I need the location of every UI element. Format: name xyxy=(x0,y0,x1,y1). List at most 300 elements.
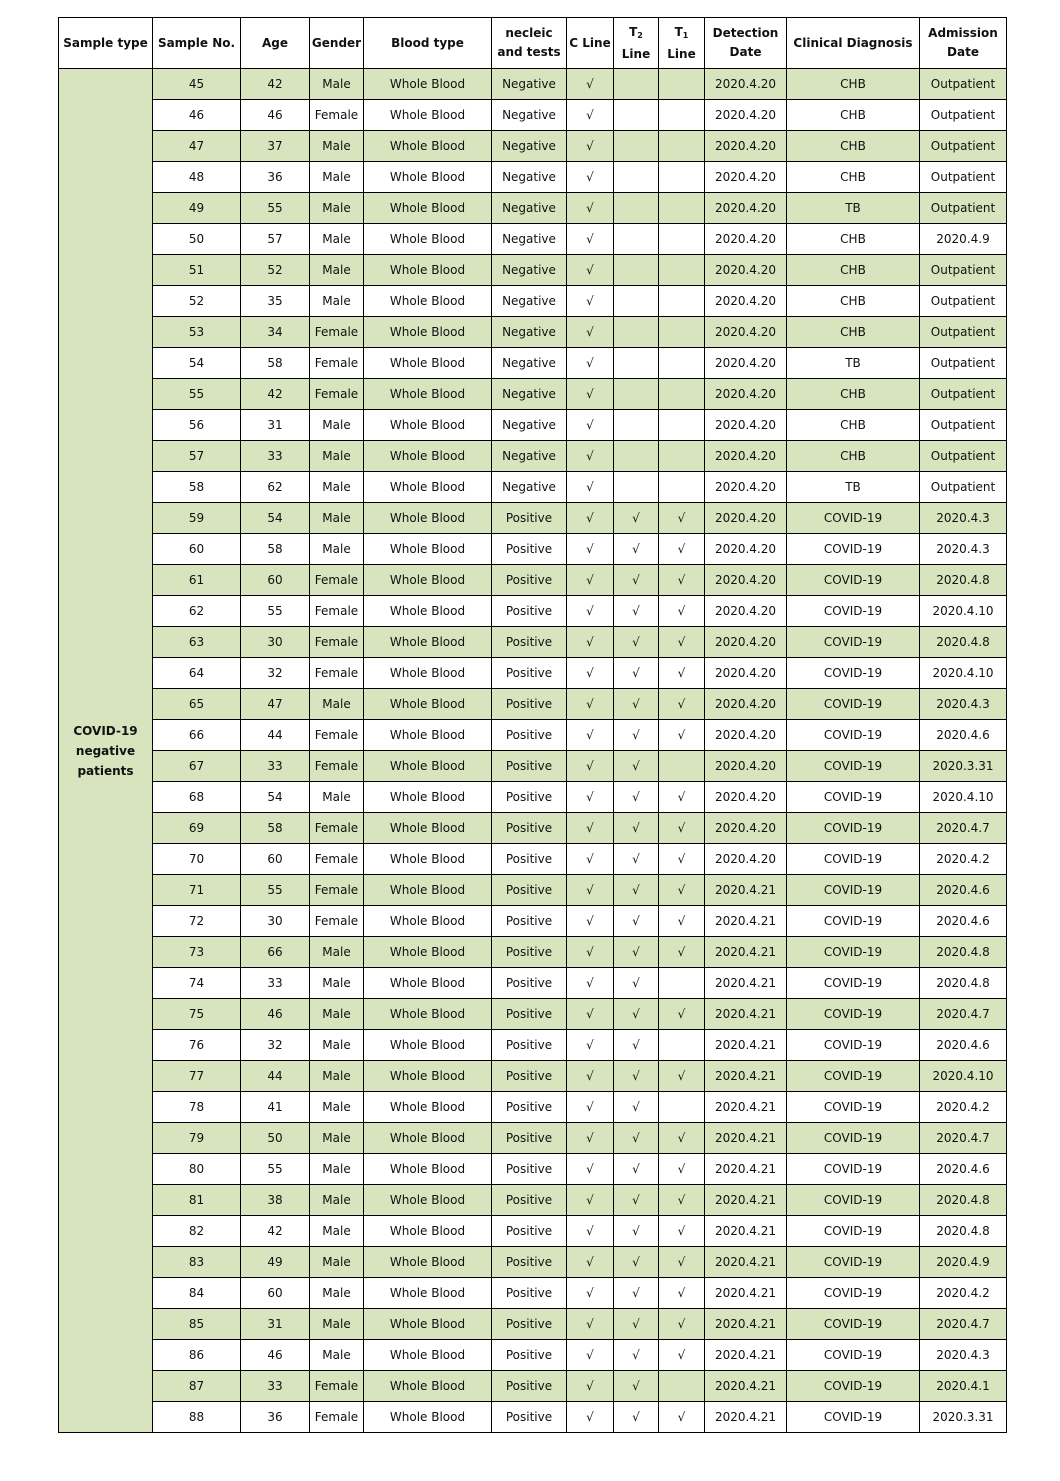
detection-date-cell: 2020.4.21 xyxy=(705,968,787,999)
diagnosis-cell: CHB xyxy=(787,69,920,100)
table-row xyxy=(59,813,1007,844)
blood-type-cell: Whole Blood xyxy=(364,193,492,224)
t1-line-cell: √ xyxy=(659,844,705,875)
nucleic-result-cell: Positive xyxy=(492,503,567,534)
nucleic-result-cell: Negative xyxy=(492,100,567,131)
detection-date-cell: 2020.4.20 xyxy=(705,596,787,627)
diagnosis-cell: COVID-19 xyxy=(787,720,920,751)
gender-cell: Female xyxy=(310,1371,364,1402)
blood-type-cell: Whole Blood xyxy=(364,503,492,534)
age-cell: 33 xyxy=(241,441,310,472)
table-row xyxy=(59,999,1007,1030)
admission-date-cell: 2020.4.7 xyxy=(920,813,1007,844)
sample-no-cell: 61 xyxy=(153,565,241,596)
detection-date-cell: 2020.4.20 xyxy=(705,844,787,875)
header-row xyxy=(59,18,1007,69)
detection-date-cell: 2020.4.21 xyxy=(705,1123,787,1154)
age-cell: 37 xyxy=(241,131,310,162)
diagnosis-cell: CHB xyxy=(787,286,920,317)
age-cell: 54 xyxy=(241,503,310,534)
admission-date-cell: Outpatient xyxy=(920,69,1007,100)
age-cell: 30 xyxy=(241,627,310,658)
table-row xyxy=(59,224,1007,255)
diagnosis-cell: CHB xyxy=(787,162,920,193)
nucleic-result-cell: Negative xyxy=(492,348,567,379)
t2-line-cell: √ xyxy=(614,627,659,658)
admission-date-cell: Outpatient xyxy=(920,317,1007,348)
diagnosis-cell: COVID-19 xyxy=(787,1092,920,1123)
sample-no-cell: 62 xyxy=(153,596,241,627)
table-row xyxy=(59,1123,1007,1154)
detection-date-cell: 2020.4.20 xyxy=(705,534,787,565)
t2-line-cell xyxy=(614,441,659,472)
sample-no-cell: 82 xyxy=(153,1216,241,1247)
table-row xyxy=(59,689,1007,720)
detection-date-cell: 2020.4.20 xyxy=(705,100,787,131)
age-cell: 38 xyxy=(241,1185,310,1216)
admission-date-cell: Outpatient xyxy=(920,379,1007,410)
nucleic-result-cell: Positive xyxy=(492,751,567,782)
detection-date-cell: 2020.4.21 xyxy=(705,1154,787,1185)
gender-cell: Female xyxy=(310,720,364,751)
admission-date-cell: 2020.4.7 xyxy=(920,1123,1007,1154)
age-cell: 50 xyxy=(241,1123,310,1154)
admission-date-cell: 2020.3.31 xyxy=(920,751,1007,782)
t1-line-cell: √ xyxy=(659,1247,705,1278)
diagnosis-cell: COVID-19 xyxy=(787,782,920,813)
nucleic-result-cell: Positive xyxy=(492,1092,567,1123)
t1-line-cell: √ xyxy=(659,1185,705,1216)
c-line-cell: √ xyxy=(567,1123,614,1154)
age-cell: 58 xyxy=(241,813,310,844)
c-line-cell: √ xyxy=(567,689,614,720)
nucleic-result-cell: Negative xyxy=(492,317,567,348)
sample-no-cell: 49 xyxy=(153,193,241,224)
table-row xyxy=(59,162,1007,193)
age-cell: 42 xyxy=(241,379,310,410)
diagnosis-cell: COVID-19 xyxy=(787,1309,920,1340)
c-line-cell: √ xyxy=(567,1340,614,1371)
gender-cell: Female xyxy=(310,875,364,906)
t2-line-cell: √ xyxy=(614,1185,659,1216)
blood-type-cell: Whole Blood xyxy=(364,906,492,937)
age-cell: 58 xyxy=(241,348,310,379)
gender-cell: Male xyxy=(310,286,364,317)
nucleic-result-cell: Positive xyxy=(492,1154,567,1185)
blood-type-cell: Whole Blood xyxy=(364,1309,492,1340)
sample-no-cell: 60 xyxy=(153,534,241,565)
gender-cell: Female xyxy=(310,844,364,875)
header-clinical-diagnosis: Clinical Diagnosis xyxy=(787,18,920,69)
c-line-cell: √ xyxy=(567,441,614,472)
t1-line-cell xyxy=(659,255,705,286)
age-cell: 46 xyxy=(241,999,310,1030)
detection-date-cell: 2020.4.20 xyxy=(705,317,787,348)
blood-type-cell: Whole Blood xyxy=(364,1340,492,1371)
blood-type-cell: Whole Blood xyxy=(364,379,492,410)
admission-date-cell: 2020.4.8 xyxy=(920,565,1007,596)
table-row xyxy=(59,844,1007,875)
age-cell: 31 xyxy=(241,410,310,441)
sample-no-cell: 73 xyxy=(153,937,241,968)
c-line-cell: √ xyxy=(567,1154,614,1185)
c-line-cell: √ xyxy=(567,286,614,317)
table-row xyxy=(59,720,1007,751)
gender-cell: Male xyxy=(310,1061,364,1092)
c-line-cell: √ xyxy=(567,1030,614,1061)
age-cell: 60 xyxy=(241,844,310,875)
header-admission-date xyxy=(920,18,1007,69)
nucleic-result-cell: Negative xyxy=(492,131,567,162)
blood-type-cell: Whole Blood xyxy=(364,472,492,503)
sample-type-group-line: negative xyxy=(75,743,136,758)
gender-cell: Male xyxy=(310,1247,364,1278)
gender-cell: Male xyxy=(310,1030,364,1061)
gender-cell: Male xyxy=(310,1154,364,1185)
sample-no-cell: 67 xyxy=(153,751,241,782)
sample-no-cell: 83 xyxy=(153,1247,241,1278)
detection-date-cell: 2020.4.20 xyxy=(705,193,787,224)
t1-line-cell: √ xyxy=(659,1061,705,1092)
age-cell: 66 xyxy=(241,937,310,968)
diagnosis-cell: COVID-19 xyxy=(787,1247,920,1278)
sample-no-cell: 68 xyxy=(153,782,241,813)
blood-type-cell: Whole Blood xyxy=(364,224,492,255)
c-line-cell: √ xyxy=(567,503,614,534)
detection-date-cell: 2020.4.21 xyxy=(705,1340,787,1371)
t1-line-cell: √ xyxy=(659,1154,705,1185)
t2-line-cell: √ xyxy=(614,844,659,875)
admission-date-cell: 2020.4.8 xyxy=(920,1216,1007,1247)
nucleic-result-cell: Positive xyxy=(492,968,567,999)
admission-date-cell: 2020.4.10 xyxy=(920,596,1007,627)
table-row xyxy=(59,193,1007,224)
gender-cell: Female xyxy=(310,348,364,379)
table-row xyxy=(59,1247,1007,1278)
t1-line-cell: √ xyxy=(659,658,705,689)
table-row xyxy=(59,1402,1007,1433)
detection-date-cell: 2020.4.20 xyxy=(705,410,787,441)
c-line-cell: √ xyxy=(567,1309,614,1340)
gender-cell: Female xyxy=(310,379,364,410)
c-line-cell: √ xyxy=(567,937,614,968)
nucleic-result-cell: Positive xyxy=(492,658,567,689)
nucleic-result-cell: Positive xyxy=(492,782,567,813)
gender-cell: Female xyxy=(310,565,364,596)
admission-date-cell: 2020.4.7 xyxy=(920,999,1007,1030)
admission-date-cell: 2020.4.6 xyxy=(920,906,1007,937)
t1-line-cell: √ xyxy=(659,689,705,720)
age-cell: 32 xyxy=(241,1030,310,1061)
nucleic-result-cell: Positive xyxy=(492,1216,567,1247)
diagnosis-cell: COVID-19 xyxy=(787,1278,920,1309)
detection-date-cell: 2020.4.21 xyxy=(705,999,787,1030)
nucleic-result-cell: Positive xyxy=(492,1402,567,1433)
t1-line-cell xyxy=(659,100,705,131)
admission-date-cell: 2020.4.8 xyxy=(920,627,1007,658)
diagnosis-cell: COVID-19 xyxy=(787,751,920,782)
header-t2-line xyxy=(614,18,659,69)
t1-line-cell: √ xyxy=(659,1340,705,1371)
diagnosis-cell: COVID-19 xyxy=(787,844,920,875)
table-row xyxy=(59,503,1007,534)
admission-date-cell: 2020.4.8 xyxy=(920,1185,1007,1216)
t1-line-cell: √ xyxy=(659,503,705,534)
nucleic-result-cell: Positive xyxy=(492,689,567,720)
t2-line-cell: √ xyxy=(614,906,659,937)
gender-cell: Male xyxy=(310,224,364,255)
age-cell: 35 xyxy=(241,286,310,317)
c-line-cell: √ xyxy=(567,565,614,596)
blood-type-cell: Whole Blood xyxy=(364,875,492,906)
age-cell: 30 xyxy=(241,906,310,937)
blood-type-cell: Whole Blood xyxy=(364,1092,492,1123)
gender-cell: Female xyxy=(310,658,364,689)
t2-line-cell: √ xyxy=(614,813,659,844)
t1-line-cell: √ xyxy=(659,1309,705,1340)
detection-date-cell: 2020.4.20 xyxy=(705,286,787,317)
detection-date-cell: 2020.4.20 xyxy=(705,162,787,193)
detection-date-cell: 2020.4.21 xyxy=(705,1185,787,1216)
t1-line-cell xyxy=(659,379,705,410)
age-cell: 55 xyxy=(241,1154,310,1185)
table-row xyxy=(59,1278,1007,1309)
admission-date-cell: 2020.4.10 xyxy=(920,1061,1007,1092)
detection-date-cell: 2020.4.20 xyxy=(705,627,787,658)
c-line-cell: √ xyxy=(567,844,614,875)
gender-cell: Female xyxy=(310,317,364,348)
c-line-cell: √ xyxy=(567,720,614,751)
age-cell: 46 xyxy=(241,100,310,131)
t1-line-cell: √ xyxy=(659,1278,705,1309)
nucleic-result-cell: Positive xyxy=(492,1061,567,1092)
t2-line-cell: √ xyxy=(614,1154,659,1185)
admission-date-cell: 2020.4.2 xyxy=(920,844,1007,875)
t1-line-cell: √ xyxy=(659,813,705,844)
age-cell: 47 xyxy=(241,689,310,720)
detection-date-cell: 2020.4.20 xyxy=(705,224,787,255)
nucleic-result-cell: Positive xyxy=(492,813,567,844)
age-cell: 34 xyxy=(241,317,310,348)
gender-cell: Male xyxy=(310,689,364,720)
t2-line-cell: √ xyxy=(614,999,659,1030)
header-nucleic-tests xyxy=(492,18,567,69)
age-cell: 32 xyxy=(241,658,310,689)
c-line-cell: √ xyxy=(567,348,614,379)
diagnosis-cell: COVID-19 xyxy=(787,1340,920,1371)
admission-date-cell: 2020.4.1 xyxy=(920,1371,1007,1402)
sample-no-cell: 48 xyxy=(153,162,241,193)
diagnosis-cell: CHB xyxy=(787,410,920,441)
diagnosis-cell: CHB xyxy=(787,131,920,162)
t2-line-cell xyxy=(614,379,659,410)
blood-type-cell: Whole Blood xyxy=(364,1061,492,1092)
t1-line-cell: √ xyxy=(659,906,705,937)
t2-line-cell: √ xyxy=(614,1340,659,1371)
detection-date-cell: 2020.4.20 xyxy=(705,255,787,286)
diagnosis-cell: COVID-19 xyxy=(787,1185,920,1216)
table-row xyxy=(59,100,1007,131)
gender-cell: Male xyxy=(310,410,364,441)
nucleic-result-cell: Positive xyxy=(492,720,567,751)
blood-type-cell: Whole Blood xyxy=(364,348,492,379)
t2-line-cell xyxy=(614,100,659,131)
gender-cell: Male xyxy=(310,534,364,565)
table-row xyxy=(59,1092,1007,1123)
sample-no-cell: 87 xyxy=(153,1371,241,1402)
t2-line-cell: √ xyxy=(614,596,659,627)
age-cell: 52 xyxy=(241,255,310,286)
age-cell: 54 xyxy=(241,782,310,813)
gender-cell: Male xyxy=(310,1278,364,1309)
t1-line-cell xyxy=(659,286,705,317)
admission-date-cell: Outpatient xyxy=(920,441,1007,472)
t2-line-cell xyxy=(614,317,659,348)
nucleic-result-cell: Positive xyxy=(492,1123,567,1154)
diagnosis-cell: COVID-19 xyxy=(787,813,920,844)
c-line-cell: √ xyxy=(567,410,614,441)
admission-date-cell: 2020.4.2 xyxy=(920,1278,1007,1309)
detection-date-cell: 2020.4.21 xyxy=(705,1092,787,1123)
c-line-cell: √ xyxy=(567,1278,614,1309)
header-detection-date xyxy=(705,18,787,69)
diagnosis-cell: COVID-19 xyxy=(787,1216,920,1247)
sample-no-cell: 70 xyxy=(153,844,241,875)
nucleic-result-cell: Positive xyxy=(492,844,567,875)
nucleic-result-cell: Negative xyxy=(492,162,567,193)
sample-no-cell: 64 xyxy=(153,658,241,689)
header-t2-subscript: 2 xyxy=(637,30,643,40)
header-sample-type: Sample type xyxy=(59,18,153,69)
detection-date-cell: 2020.4.20 xyxy=(705,565,787,596)
t1-line-cell xyxy=(659,193,705,224)
c-line-cell: √ xyxy=(567,751,614,782)
table-row xyxy=(59,968,1007,999)
gender-cell: Male xyxy=(310,1340,364,1371)
detection-date-cell: 2020.4.20 xyxy=(705,131,787,162)
sample-no-cell: 65 xyxy=(153,689,241,720)
t1-line-cell: √ xyxy=(659,1402,705,1433)
t2-line-cell: √ xyxy=(614,689,659,720)
t2-line-cell: √ xyxy=(614,1402,659,1433)
t1-line-cell: √ xyxy=(659,720,705,751)
gender-cell: Female xyxy=(310,1402,364,1433)
diagnosis-cell: CHB xyxy=(787,441,920,472)
t2-line-cell: √ xyxy=(614,1092,659,1123)
table-row xyxy=(59,782,1007,813)
t2-line-cell xyxy=(614,224,659,255)
c-line-cell: √ xyxy=(567,658,614,689)
admission-date-cell: 2020.4.3 xyxy=(920,503,1007,534)
blood-type-cell: Whole Blood xyxy=(364,1123,492,1154)
sample-no-cell: 53 xyxy=(153,317,241,348)
sample-no-cell: 86 xyxy=(153,1340,241,1371)
age-cell: 33 xyxy=(241,1371,310,1402)
nucleic-result-cell: Positive xyxy=(492,937,567,968)
detection-date-cell: 2020.4.21 xyxy=(705,1371,787,1402)
admission-date-cell: 2020.3.31 xyxy=(920,1402,1007,1433)
age-cell: 42 xyxy=(241,1216,310,1247)
admission-date-cell: Outpatient xyxy=(920,162,1007,193)
t2-line-cell: √ xyxy=(614,782,659,813)
header-t1-label: Line xyxy=(667,46,696,61)
t2-line-cell: √ xyxy=(614,534,659,565)
age-cell: 33 xyxy=(241,968,310,999)
blood-type-cell: Whole Blood xyxy=(364,1216,492,1247)
header-t2-letter: T xyxy=(629,24,638,39)
age-cell: 60 xyxy=(241,1278,310,1309)
diagnosis-cell: CHB xyxy=(787,255,920,286)
admission-date-cell: 2020.4.3 xyxy=(920,534,1007,565)
table-row xyxy=(59,627,1007,658)
age-cell: 44 xyxy=(241,1061,310,1092)
diagnosis-cell: COVID-19 xyxy=(787,1154,920,1185)
detection-date-cell: 2020.4.20 xyxy=(705,503,787,534)
t2-line-cell: √ xyxy=(614,1030,659,1061)
sample-no-cell: 52 xyxy=(153,286,241,317)
sample-no-cell: 85 xyxy=(153,1309,241,1340)
t2-line-cell: √ xyxy=(614,503,659,534)
c-line-cell: √ xyxy=(567,1402,614,1433)
blood-type-cell: Whole Blood xyxy=(364,968,492,999)
blood-type-cell: Whole Blood xyxy=(364,1154,492,1185)
diagnosis-cell: COVID-19 xyxy=(787,627,920,658)
detection-date-cell: 2020.4.21 xyxy=(705,1247,787,1278)
t2-line-cell: √ xyxy=(614,1309,659,1340)
nucleic-result-cell: Positive xyxy=(492,1185,567,1216)
table-row xyxy=(59,906,1007,937)
gender-cell: Male xyxy=(310,441,364,472)
age-cell: 62 xyxy=(241,472,310,503)
t1-line-cell xyxy=(659,1371,705,1402)
t2-line-cell: √ xyxy=(614,658,659,689)
admission-date-cell: 2020.4.8 xyxy=(920,968,1007,999)
diagnosis-cell: CHB xyxy=(787,379,920,410)
sample-no-cell: 78 xyxy=(153,1092,241,1123)
sample-no-cell: 80 xyxy=(153,1154,241,1185)
blood-type-cell: Whole Blood xyxy=(364,937,492,968)
sample-type-group-line: patients xyxy=(77,763,134,778)
diagnosis-cell: CHB xyxy=(787,100,920,131)
t2-line-cell: √ xyxy=(614,937,659,968)
c-line-cell: √ xyxy=(567,999,614,1030)
blood-type-cell: Whole Blood xyxy=(364,565,492,596)
gender-cell: Male xyxy=(310,782,364,813)
age-cell: 42 xyxy=(241,69,310,100)
gender-cell: Female xyxy=(310,100,364,131)
c-line-cell: √ xyxy=(567,317,614,348)
blood-type-cell: Whole Blood xyxy=(364,658,492,689)
c-line-cell: √ xyxy=(567,379,614,410)
table-row xyxy=(59,317,1007,348)
detection-date-cell: 2020.4.20 xyxy=(705,348,787,379)
gender-cell: Female xyxy=(310,906,364,937)
table-row xyxy=(59,1371,1007,1402)
admission-date-cell: 2020.4.2 xyxy=(920,1092,1007,1123)
diagnosis-cell: COVID-19 xyxy=(787,1061,920,1092)
t2-line-cell: √ xyxy=(614,751,659,782)
t2-line-cell: √ xyxy=(614,565,659,596)
blood-type-cell: Whole Blood xyxy=(364,534,492,565)
header-nucleic-line1: necleic xyxy=(505,26,553,40)
sample-no-cell: 45 xyxy=(153,69,241,100)
admission-date-cell: 2020.4.10 xyxy=(920,658,1007,689)
diagnosis-cell: CHB xyxy=(787,224,920,255)
age-cell: 60 xyxy=(241,565,310,596)
t1-line-cell xyxy=(659,441,705,472)
admission-date-cell: Outpatient xyxy=(920,472,1007,503)
table-row xyxy=(59,875,1007,906)
